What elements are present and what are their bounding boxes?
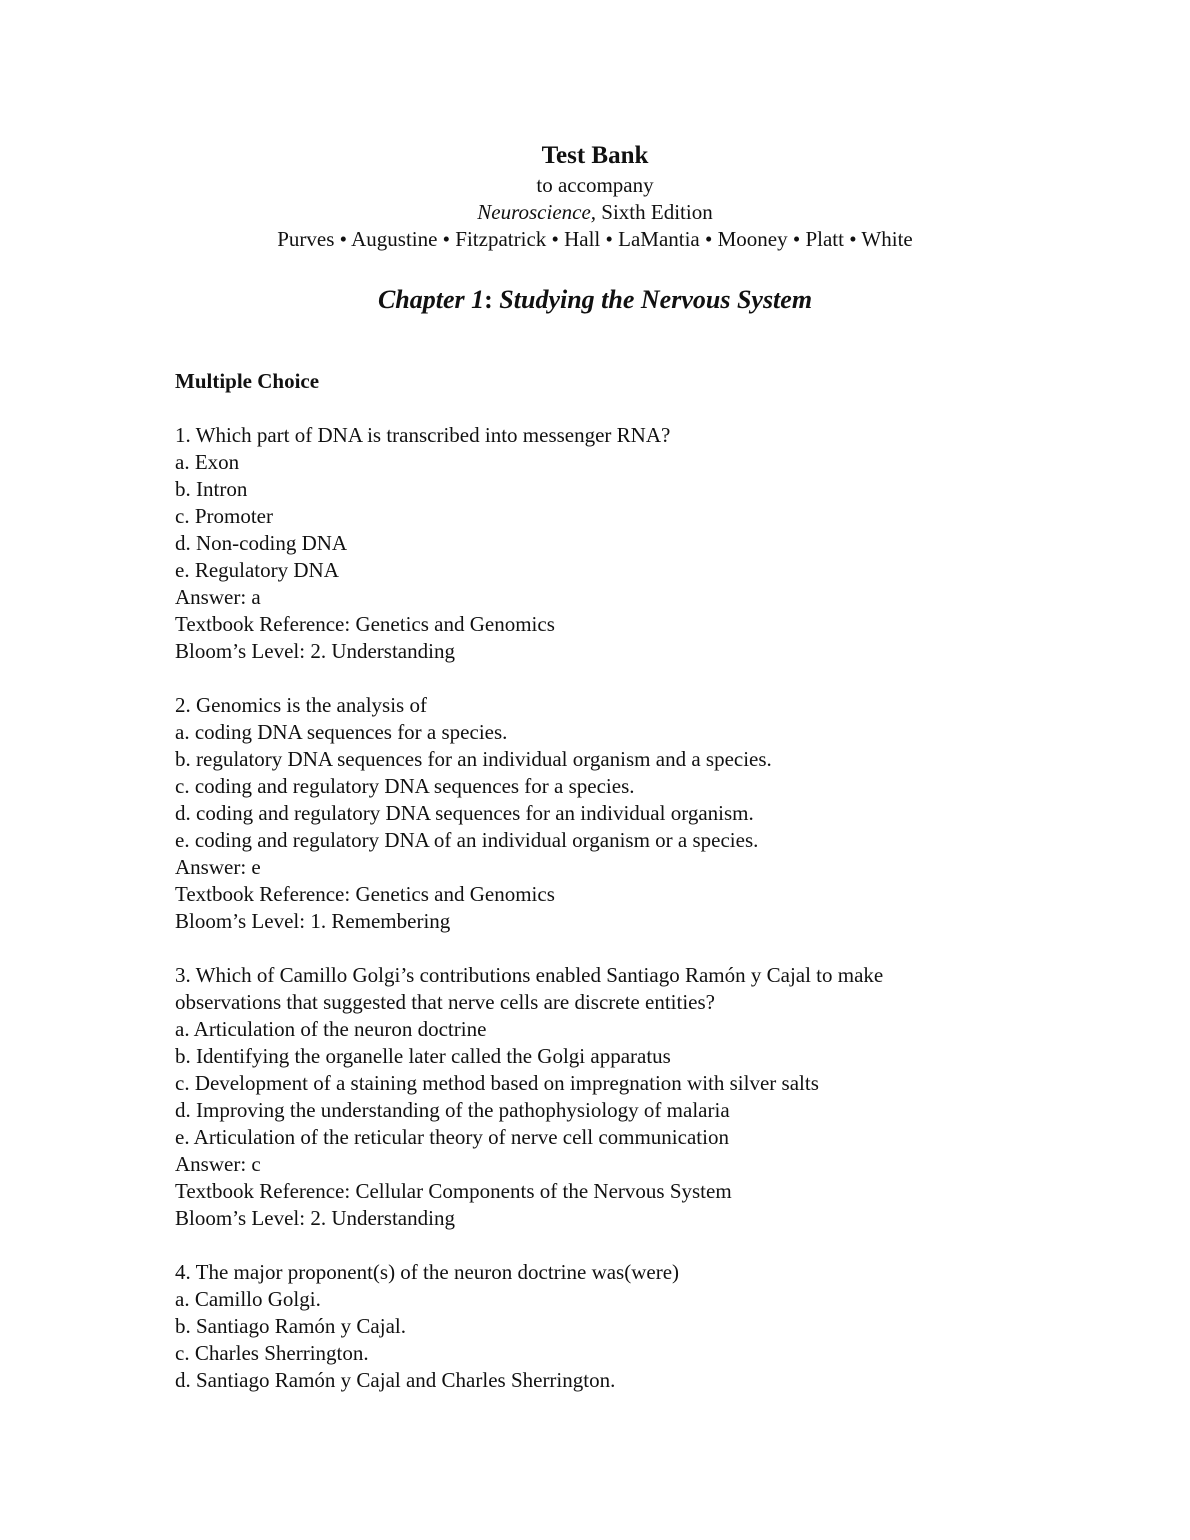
question-stem: 2. Genomics is the analysis of xyxy=(175,693,427,717)
section-title: Multiple Choice xyxy=(175,369,320,393)
answer-key: Answer: e xyxy=(175,855,261,879)
question-stem: 4. The major proponent(s) of the neuron doctrine was(were) xyxy=(175,1260,680,1284)
accompany-line: to accompany xyxy=(536,173,654,197)
answer-key: Answer: a xyxy=(175,585,261,609)
answer-option: c. Promoter xyxy=(175,504,273,528)
answer-option: b. Identifying the organelle later called the Golgi apparatus xyxy=(175,1044,671,1068)
answer-option: d. Improving the understanding of the pathophysiology of malaria xyxy=(175,1098,730,1122)
answer-option: a. Camillo Golgi. xyxy=(175,1287,321,1311)
answer-option: c. coding and regulatory DNA sequences for a species. xyxy=(175,774,635,798)
answer-option: e. coding and regulatory DNA of an individual organism or a species. xyxy=(175,828,759,852)
book-edition: Sixth Edition xyxy=(596,200,713,224)
blooms-level: Bloom’s Level: 1. Remembering xyxy=(175,909,451,933)
answer-option: a. coding DNA sequences for a species. xyxy=(175,720,508,744)
document-title: Test Bank xyxy=(541,142,649,169)
answer-option: d. coding and regulatory DNA sequences for an individual organism. xyxy=(175,801,754,825)
chapter-label: Chapter 1 xyxy=(377,285,485,314)
book-title: Neuroscience, xyxy=(477,200,597,224)
book-line xyxy=(0,199,1190,226)
answer-key: Answer: c xyxy=(175,1152,261,1176)
chapter-title: Studying the Nervous System xyxy=(492,285,813,314)
blooms-level: Bloom’s Level: 2. Understanding xyxy=(175,639,455,663)
question-3 xyxy=(175,962,1075,1232)
answer-option: a. Exon xyxy=(175,450,240,474)
authors-line: Purves • Augustine • Fitzpatrick • Hall • LaMantia • Mooney • Platt • White xyxy=(277,227,913,251)
answer-option: c. Development of a staining method based on impregnation with silver salts xyxy=(175,1071,819,1095)
answer-option: e. Articulation of the reticular theory of nerve cell communication xyxy=(175,1125,729,1149)
textbook-reference: Textbook Reference: Genetics and Genomics xyxy=(175,612,555,636)
question-4 xyxy=(175,1259,1075,1394)
document-header xyxy=(0,140,1190,253)
chapter-colon: : xyxy=(484,285,493,314)
question-stem-continued: observations that suggested that nerve cells are discrete entities? xyxy=(175,990,715,1014)
answer-option: d. Santiago Ramón y Cajal and Charles Sherrington. xyxy=(175,1368,616,1392)
answer-option: c. Charles Sherrington. xyxy=(175,1341,369,1365)
chapter-heading xyxy=(0,283,1190,317)
question-stem: 1. Which part of DNA is transcribed into messenger RNA? xyxy=(175,423,671,447)
answer-option: b. regulatory DNA sequences for an individual organism and a species. xyxy=(175,747,772,771)
answer-option: e. Regulatory DNA xyxy=(175,558,339,582)
question-2 xyxy=(175,692,1075,935)
answer-option: d. Non-coding DNA xyxy=(175,531,348,555)
textbook-reference: Textbook Reference: Genetics and Genomics xyxy=(175,882,555,906)
question-stem: 3. Which of Camillo Golgi’s contributions enabled Santiago Ramón y Cajal to make xyxy=(175,963,884,987)
answer-option: b. Santiago Ramón y Cajal. xyxy=(175,1314,406,1338)
questions-content xyxy=(175,368,1075,1421)
answer-option: a. Articulation of the neuron doctrine xyxy=(175,1017,487,1041)
question-1 xyxy=(175,422,1075,665)
answer-option: b. Intron xyxy=(175,477,248,501)
textbook-reference: Textbook Reference: Cellular Components of the Nervous System xyxy=(175,1179,732,1203)
blooms-level: Bloom’s Level: 2. Understanding xyxy=(175,1206,455,1230)
